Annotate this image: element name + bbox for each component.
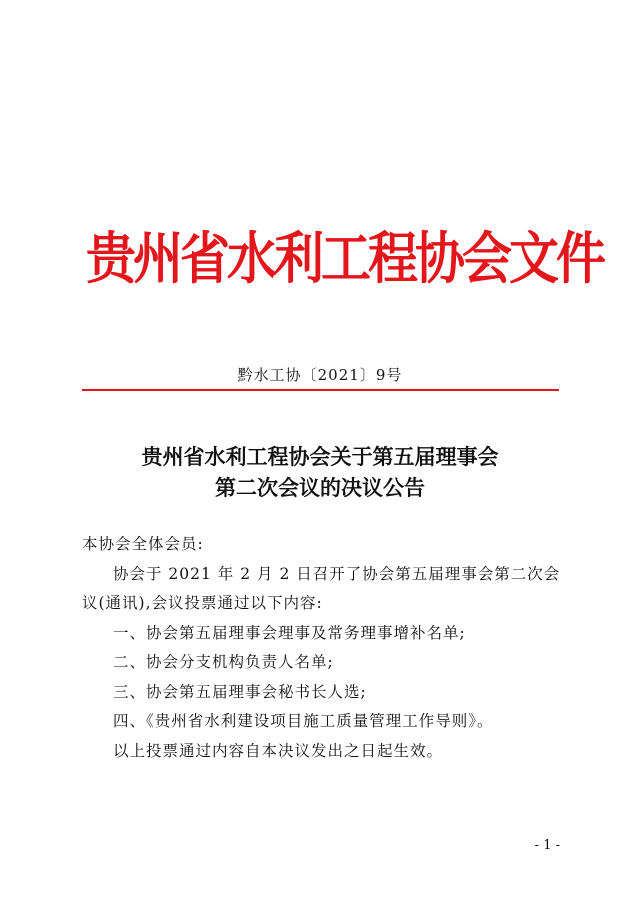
notice-title-line-2: 第二次会议的决议公告 bbox=[215, 475, 425, 500]
notice-title-line-1: 贵州省水利工程协会关于第五届理事会 bbox=[141, 444, 499, 469]
red-divider-rule bbox=[82, 389, 559, 391]
list-item: 二、协会分支机构负责人名单; bbox=[113, 653, 334, 671]
intro-paragraph: 协会于 2021 年 2 月 2 日召开了协会第五届理事会第二次会议(通讯),会议投票通过以下内容: bbox=[82, 564, 561, 612]
salutation: 本协会全体会员: bbox=[82, 535, 204, 553]
list-item: 一、协会第五届理事会理事及常务理事增补名单; bbox=[113, 623, 466, 642]
page-number: - 1 - bbox=[534, 838, 560, 853]
document-number: 黔水工协〔2021〕9号 bbox=[237, 366, 403, 384]
list-item: 三、协会第五届理事会秘书长人选; bbox=[113, 682, 367, 701]
document-body bbox=[82, 530, 562, 766]
closing-paragraph: 以上投票通过内容自本决议发出之日起生效。 bbox=[113, 741, 444, 760]
list-item: 四、《贵州省水利建设项目施工质量管理工作导则》。 bbox=[113, 712, 494, 730]
notice-title bbox=[0, 441, 640, 503]
issuer-header: 贵州省水利工程协会文件 bbox=[86, 226, 603, 292]
